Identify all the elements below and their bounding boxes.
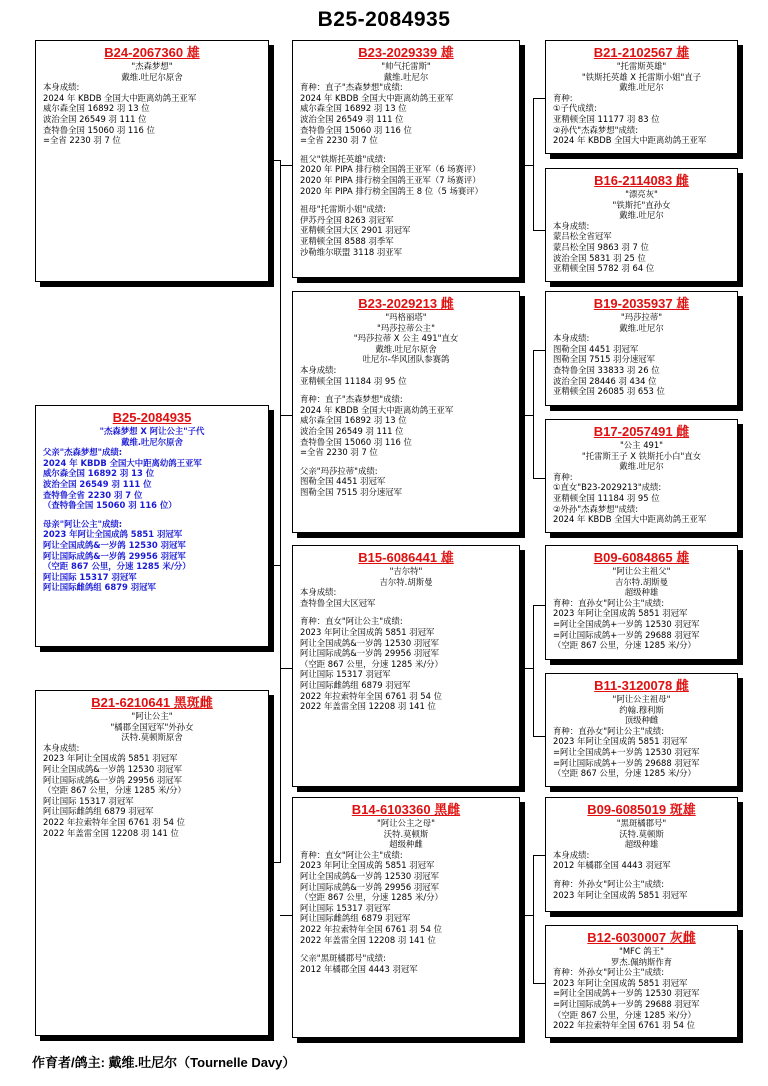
result-line: 2024 年 KBDB 全国大中距离幼鸽王亚军 — [300, 404, 454, 415]
ring-number: B09-6084865 雄 — [593, 550, 690, 565]
result-line: 查特鲁全国 15060 羽 116 位 — [43, 124, 155, 135]
result-line: 2022 年盖雷全国 12208 羽 141 位 — [300, 701, 436, 712]
spacer — [300, 608, 512, 616]
result-line: （空距 867 公里，分速 1285 米/分） — [300, 892, 443, 903]
bird-descriptor: "玛格丽塔" — [385, 312, 427, 322]
result-line: 亚精顿全国大区 2901 羽冠军 — [300, 225, 411, 236]
result-line: 2023 年阿让全国成鸽 5851 羽冠军 — [553, 736, 688, 747]
result-line: 图勒全国 7515 羽分速冠军 — [553, 354, 656, 365]
result-line: 亚精顿全国 11184 羽 95 位 — [553, 492, 660, 503]
result-line: ①直女"B23-2029213"成绩: — [553, 482, 662, 493]
result-line: 母亲"阿让公主"成绩: — [43, 518, 123, 529]
result-line: 蒙吕松全省冠军 — [553, 231, 612, 242]
result-line: 2022 年拉索特年全国 6761 羽 54 位 — [43, 816, 185, 827]
bird-descriptor: 戴维.吐尼尔 — [619, 210, 664, 221]
spacer — [300, 945, 512, 953]
result-line: 本身成绩: — [553, 849, 590, 860]
spacer — [300, 146, 512, 154]
result-line: 阿让国际成鸽&一岁鸽 29956 羽冠军 — [43, 550, 186, 561]
ring-number: B17-2057491 雌 — [593, 424, 690, 439]
result-line: 波治全国 26549 羽 111 位 — [300, 425, 404, 436]
pedigree-card-ggp-4 — [545, 419, 738, 533]
bird-descriptor: 戴维.吐尼尔 — [619, 461, 664, 472]
ring-number: B24-2067360 雄 — [104, 45, 200, 60]
result-line: =全省 2230 羽 7 位 — [43, 135, 121, 146]
connector-line — [533, 983, 545, 984]
pedigree-card-ggp-7 — [545, 797, 738, 912]
result-line: （空距 867 公里，分速 1285 米/分） — [553, 1009, 696, 1020]
result-line: 阿让国际 15317 羽冠军 — [43, 571, 137, 582]
bird-descriptor: "铁斯托英雄 X 托雷斯小姐"直子 — [581, 71, 702, 82]
result-line: 育种: — [553, 471, 573, 482]
result-line: 阿让全国成鸽&一岁鸽 12530 羽冠军 — [300, 637, 439, 648]
bird-descriptor: 沃特.莫顿斯 — [619, 828, 664, 839]
result-line: ②孙代"杰森梦想"成绩: — [553, 124, 639, 135]
ring-number: B21-6210641 黑斑雌 — [91, 695, 213, 710]
result-line: 父亲"玛莎拉蒂"成绩: — [300, 465, 378, 476]
result-line: 本身成绩: — [553, 220, 590, 231]
result-line: =全省 2230 羽 7 位 — [300, 135, 378, 146]
result-line: 祖父"铁斯托英雄"成绩: — [300, 153, 386, 164]
result-line: 2024 年 KBDB 全国大中距离幼鸽王亚军 — [43, 457, 202, 468]
connector-line — [520, 915, 534, 916]
connector-line — [533, 350, 534, 478]
result-line: （空距 867 公里，分速 1285 米/分） — [553, 640, 696, 651]
bird-descriptor: "托雷斯英雄" — [616, 61, 667, 71]
ring-number: B19-2035937 雄 — [593, 296, 690, 311]
result-line: 亚精顿全国 26085 羽 653 位 — [553, 386, 665, 397]
bird-descriptor: "杰森梦想" — [131, 61, 173, 71]
result-line: 育种：外孙女"阿让公主"成绩: — [553, 878, 665, 889]
result-line: 2023 年阿让全国成鸽 5851 羽冠军 — [300, 626, 435, 637]
pedigree-card-ggp-2 — [545, 168, 738, 282]
bird-descriptor: "阿让公主之母" — [377, 818, 435, 828]
bird-descriptor: 顶级种雌 — [624, 715, 659, 726]
result-line: 波治全国 28446 羽 434 位 — [553, 375, 657, 386]
result-line: 蒙吕松全国 9863 羽 7 位 — [553, 241, 649, 252]
connector-line — [280, 565, 281, 862]
connector-line — [533, 350, 545, 351]
pedigree-card-sire-sire — [292, 40, 520, 278]
result-line: （查特鲁全国 15060 羽 116 位） — [43, 500, 177, 511]
bird-descriptor: "玛莎拉蒂" — [620, 312, 663, 322]
result-line: 育种：外孙女"阿让公主"成绩: — [553, 967, 665, 978]
result-line: 2023 年阿让全国成鸽 5851 羽冠军 — [43, 753, 178, 764]
result-line: 图勒全国 7515 羽分速冠军 — [300, 486, 403, 497]
result-line: =阿让国际成鸽+一岁鸽 29688 羽冠军 — [553, 998, 700, 1009]
ring-number: B23-2029213 雌 — [358, 296, 454, 311]
spacer — [300, 386, 512, 394]
result-line: 2012 年橘郡全国 4443 羽冠军 — [553, 860, 671, 871]
result-line: 2023 年阿让全国成鸽 5851 羽冠军 — [300, 860, 435, 871]
connector-line — [280, 160, 281, 565]
result-line: 2023 年阿让全国成鸽 5851 羽冠军 — [553, 889, 688, 900]
result-line: 阿让国际雌鸽组 6879 羽冠军 — [300, 913, 411, 924]
bird-descriptor: 戴维.吐尼尔 — [619, 82, 664, 93]
bird-descriptor: "MFC 鸽王" — [618, 946, 664, 956]
pedigree-card-ggp-8 — [545, 925, 738, 1038]
result-line: 阿让国际成鸽&一岁鸽 29956 羽冠军 — [300, 881, 439, 892]
bird-descriptor: 超级种雌 — [389, 839, 423, 850]
connector-line — [533, 98, 534, 230]
result-line: 育种：直女"阿让公主"成绩: — [300, 849, 403, 860]
result-line: 阿让全国成鸽&一岁鸽 12530 羽冠军 — [300, 870, 439, 881]
result-line: 图勒全国 4451 羽冠军 — [553, 343, 639, 354]
result-line: 2023 年阿让全国成鸽 5851 羽冠军 — [553, 977, 688, 988]
bird-descriptor: 超级种雄 — [624, 839, 659, 850]
result-line: 亚精顿全国 5782 羽 64 位 — [553, 263, 655, 274]
result-line: 2024 年 KBDB 全国大中距离幼鸽王亚军 — [553, 135, 707, 146]
connector-line — [533, 605, 545, 606]
result-line: ①子代成绩: — [553, 103, 597, 114]
breeder-footer: 作育者/鸽主: 戴维.吐尼尔（Tournelle Davy） — [32, 1055, 296, 1070]
result-line: =阿让全国成鸽+一岁鸽 12530 羽冠军 — [553, 746, 700, 757]
result-line: 2024 年 KBDB 全国大中距离幼鸽王亚军 — [300, 92, 454, 103]
result-line: 查特鲁全省 2230 羽 7 位 — [43, 489, 143, 500]
bird-descriptor: "阿让公主祖父" — [612, 566, 671, 576]
result-line: 本身成绩: — [553, 333, 590, 344]
connector-line — [533, 855, 534, 983]
result-line: 威尔森全国 16892 羽 13 位 — [300, 103, 407, 114]
result-line: =阿让国际成鸽+一岁鸽 29688 羽冠军 — [553, 629, 700, 640]
result-line: 育种：直子"杰森梦想"成绩: — [300, 394, 403, 405]
result-line: =全省 2230 羽 7 位 — [300, 447, 378, 458]
ring-number: B21-2102567 雄 — [593, 45, 690, 60]
bird-descriptor: 沃特.莫顿斯原舍 — [121, 732, 183, 743]
result-line: 育种：直子"杰森梦想"成绩: — [300, 82, 403, 93]
result-line: 2022 年拉索特年全国 6761 羽 54 位 — [553, 1020, 695, 1031]
result-line: 育种: — [553, 92, 573, 103]
bird-descriptor: 戴维.吐尼尔 — [383, 71, 429, 82]
pedigree-card-ggp-5 — [545, 545, 738, 660]
result-line: 父亲"黑斑橘郡号"成绩: — [300, 953, 386, 964]
result-line: 阿让国际雌鸽组 6879 羽冠军 — [43, 806, 154, 817]
result-line: 育种：直女"阿让公主"成绩: — [300, 616, 403, 627]
result-line: ②外孙"杰森梦想"成绩: — [553, 503, 639, 514]
result-line: 查特鲁全国 15060 羽 116 位 — [300, 124, 412, 135]
spacer — [300, 458, 512, 466]
result-line: 亚精顿全国 11184 羽 95 位 — [300, 375, 407, 386]
result-line: 2022 年拉索特年全国 6761 羽 54 位 — [300, 690, 442, 701]
result-line: 阿让国际成鸽&一岁鸽 29956 羽冠军 — [43, 774, 182, 785]
bird-descriptor: 吉尔特.胡斯曼 — [615, 576, 668, 587]
connector-line — [533, 855, 545, 856]
connector-line — [280, 668, 292, 669]
result-line: 阿让国际 15317 羽冠军 — [300, 669, 391, 680]
result-line: 阿让国际成鸽&一岁鸽 29956 羽冠军 — [300, 648, 439, 659]
bird-descriptor: 戴维.吐尼尔原舍 — [121, 71, 183, 82]
result-line: 阿让国际雌鸽组 6879 羽冠军 — [43, 582, 156, 593]
result-line: 2022 年拉索特年全国 6761 羽 54 位 — [300, 923, 442, 934]
result-line: 育种：直孙女"阿让公主"成绩: — [553, 725, 665, 736]
result-line: 2020 年 PIPA 排行榜全国鸽王亚军（6 场赛评） — [300, 164, 481, 175]
bird-descriptor: "阿让公主祖母" — [612, 694, 671, 704]
bird-descriptor: 约翰.穆利斯 — [619, 704, 664, 715]
ring-number: B11-3120078 雌 — [594, 678, 689, 693]
connector-line — [533, 736, 545, 737]
bird-descriptor: "铁斯托"直孙女 — [612, 199, 671, 210]
bird-descriptor: "托雷斯王子 X 铁斯托小白"直女 — [581, 450, 702, 461]
result-line: 阿让国际 15317 羽冠军 — [300, 902, 391, 913]
result-line: 波治全国 26549 羽 111 位 — [43, 478, 152, 489]
result-line: 威尔森全国 16892 羽 13 位 — [43, 103, 150, 114]
spacer — [300, 196, 512, 204]
result-line: 本身成绩: — [300, 587, 337, 598]
result-line: 祖母"托雷斯小姐"成绩: — [300, 204, 386, 215]
connector-line — [269, 862, 281, 863]
result-line: 2022 年盖雷全国 12208 羽 141 位 — [43, 827, 179, 838]
pedigree-card-dam-dam — [292, 797, 520, 1038]
result-line: 本身成绩: — [43, 742, 80, 753]
result-line: 波治全国 5831 羽 25 位 — [553, 252, 646, 263]
result-line: 波治全国 26549 羽 111 位 — [43, 113, 147, 124]
result-line: 查特鲁全国 33833 羽 26 位 — [553, 364, 660, 375]
result-line: 查特鲁全国大区冠军 — [300, 597, 376, 608]
result-line: 2023 年阿让全国成鸽 5851 羽冠军 — [43, 529, 183, 540]
result-line: 威尔森全国 16892 羽 13 位 — [300, 415, 407, 426]
result-line: =阿让国际成鸽+一岁鸽 29688 羽冠军 — [553, 757, 700, 768]
connector-line — [280, 915, 292, 916]
result-line: 亚精顿全国 11177 羽 83 位 — [553, 113, 660, 124]
pedigree-card-sire — [35, 40, 269, 282]
connector-line — [533, 98, 545, 99]
bird-descriptor: "帅气托雷斯" — [381, 61, 431, 71]
pedigree-card-ggp-1 — [545, 40, 738, 154]
bird-descriptor: "公主 491" — [619, 440, 664, 450]
page-title: B25-2084935 — [317, 8, 451, 31]
result-line: （空距 867 公里，分速 1285 米/分） — [300, 658, 443, 669]
bird-descriptor: 戴维.吐尼尔原舍 — [375, 343, 437, 354]
result-line: 2020 年 PIPA 排行榜全国鸽王亚军（7 场赛评） — [300, 174, 481, 185]
bird-descriptor: "玛莎拉蒂 X 公主 491"直女 — [353, 333, 459, 344]
result-line: 2023 年阿让全国成鸽 5851 羽冠军 — [553, 608, 688, 619]
connector-line — [520, 415, 534, 416]
bird-descriptor: 沃特.莫顿斯 — [383, 828, 429, 839]
pedigree-card-dam — [35, 690, 269, 1036]
bird-descriptor: 戴维.吐尼尔原舍 — [121, 436, 183, 447]
result-line: 2012 年橘郡全国 4443 羽冠军 — [300, 963, 418, 974]
bird-descriptor: "杰森梦想 X 阿让公主"子代 — [99, 426, 205, 436]
result-line: 波治全国 26549 羽 111 位 — [300, 113, 404, 124]
connector-line — [280, 165, 292, 166]
result-line: 阿让国际雌鸽组 6879 羽冠军 — [300, 679, 411, 690]
ring-number: B25-2084935 — [112, 410, 192, 425]
bird-descriptor: "吉尔特" — [389, 566, 423, 576]
pedigree-card-dam-sire — [292, 545, 520, 787]
bird-descriptor: 吉尔特.胡斯曼 — [379, 576, 433, 587]
ring-number: B23-2029339 雄 — [358, 45, 454, 60]
result-line: 2024 年 KBDB 全国大中距离幼鸽王亚军 — [43, 92, 197, 103]
result-line: 查特鲁全国 15060 羽 116 位 — [300, 436, 412, 447]
result-line: 2024 年 KBDB 全国大中距离幼鸽王亚军 — [553, 514, 707, 525]
bird-descriptor: "黑斑橘郡号" — [616, 818, 667, 828]
connector-line — [520, 668, 534, 669]
bird-descriptor: 罗杰.佩纳斯作育 — [610, 956, 673, 967]
pedigree-card-subject — [35, 405, 269, 647]
result-line: 2020 年 PIPA 排行榜全国鸽王 8 位（5 场赛评） — [300, 185, 483, 196]
bird-descriptor: 吐尼尔-华风团队参赛鸽 — [362, 354, 450, 365]
result-line: 阿让全国成鸽&一岁鸽 12530 羽冠军 — [43, 763, 182, 774]
bird-descriptor: "橘郡全国冠军"外孙女 — [110, 721, 194, 732]
connector-line — [533, 605, 534, 736]
bird-descriptor: "漂亮灰" — [625, 189, 658, 199]
pedigree-card-ggp-3 — [545, 291, 738, 406]
ring-number: B15-6086441 雄 — [358, 550, 454, 565]
result-line: 图勒全国 4451 羽冠军 — [300, 476, 386, 487]
result-line: （空距 867 公里，分速 1285 米/分） — [553, 768, 696, 779]
bird-descriptor: "阿让公主" — [131, 711, 173, 721]
connector-line — [533, 230, 545, 231]
ring-number: B16-2114083 雌 — [594, 173, 689, 188]
ring-number: B09-6085019 斑雄 — [587, 802, 696, 817]
result-line: 沙勒维尔联盟 3118 羽亚军 — [300, 246, 403, 257]
result-line: 本身成绩: — [300, 364, 337, 375]
spacer — [43, 511, 261, 519]
result-line: 阿让全国成鸽&一岁鸽 12530 羽冠军 — [43, 539, 186, 550]
result-line: 2022 年盖雷全国 12208 羽 141 位 — [300, 934, 436, 945]
connector-line — [533, 478, 545, 479]
result-line: 伊苏丹全国 8263 羽冠军 — [300, 214, 394, 225]
connector-line — [520, 165, 534, 166]
result-line: 本身成绩: — [43, 82, 80, 93]
pedigree-card-sire-dam — [292, 291, 520, 533]
result-line: 父亲"杰森梦想"成绩: — [43, 447, 123, 458]
result-line: 育种：直孙女"阿让公主"成绩: — [553, 597, 665, 608]
bird-descriptor: 超级种雄 — [624, 587, 659, 598]
result-line: （空距 867 公里，分速 1285 米/分） — [43, 561, 191, 572]
result-line: =阿让全国成鸽+一岁鸽 12530 羽冠军 — [553, 988, 700, 999]
bird-descriptor: 戴维.吐尼尔 — [619, 322, 664, 333]
result-line: 亚精顿全国 8588 羽季军 — [300, 235, 394, 246]
result-line: =阿让全国成鸽+一岁鸽 12530 羽冠军 — [553, 618, 700, 629]
result-line: 威尔森全国 16892 羽 13 位 — [43, 468, 155, 479]
connector-line — [280, 415, 292, 416]
result-line: 阿让国际 15317 羽冠军 — [43, 795, 134, 806]
ring-number: B14-6103360 黑雌 — [351, 802, 461, 817]
ring-number: B12-6030007 灰雌 — [587, 930, 696, 945]
bird-descriptor: "玛莎拉蒂公主" — [377, 322, 435, 333]
spacer — [553, 871, 730, 879]
result-line: （空距 867 公里，分速 1285 米/分） — [43, 785, 186, 796]
pedigree-card-ggp-6 — [545, 673, 738, 787]
